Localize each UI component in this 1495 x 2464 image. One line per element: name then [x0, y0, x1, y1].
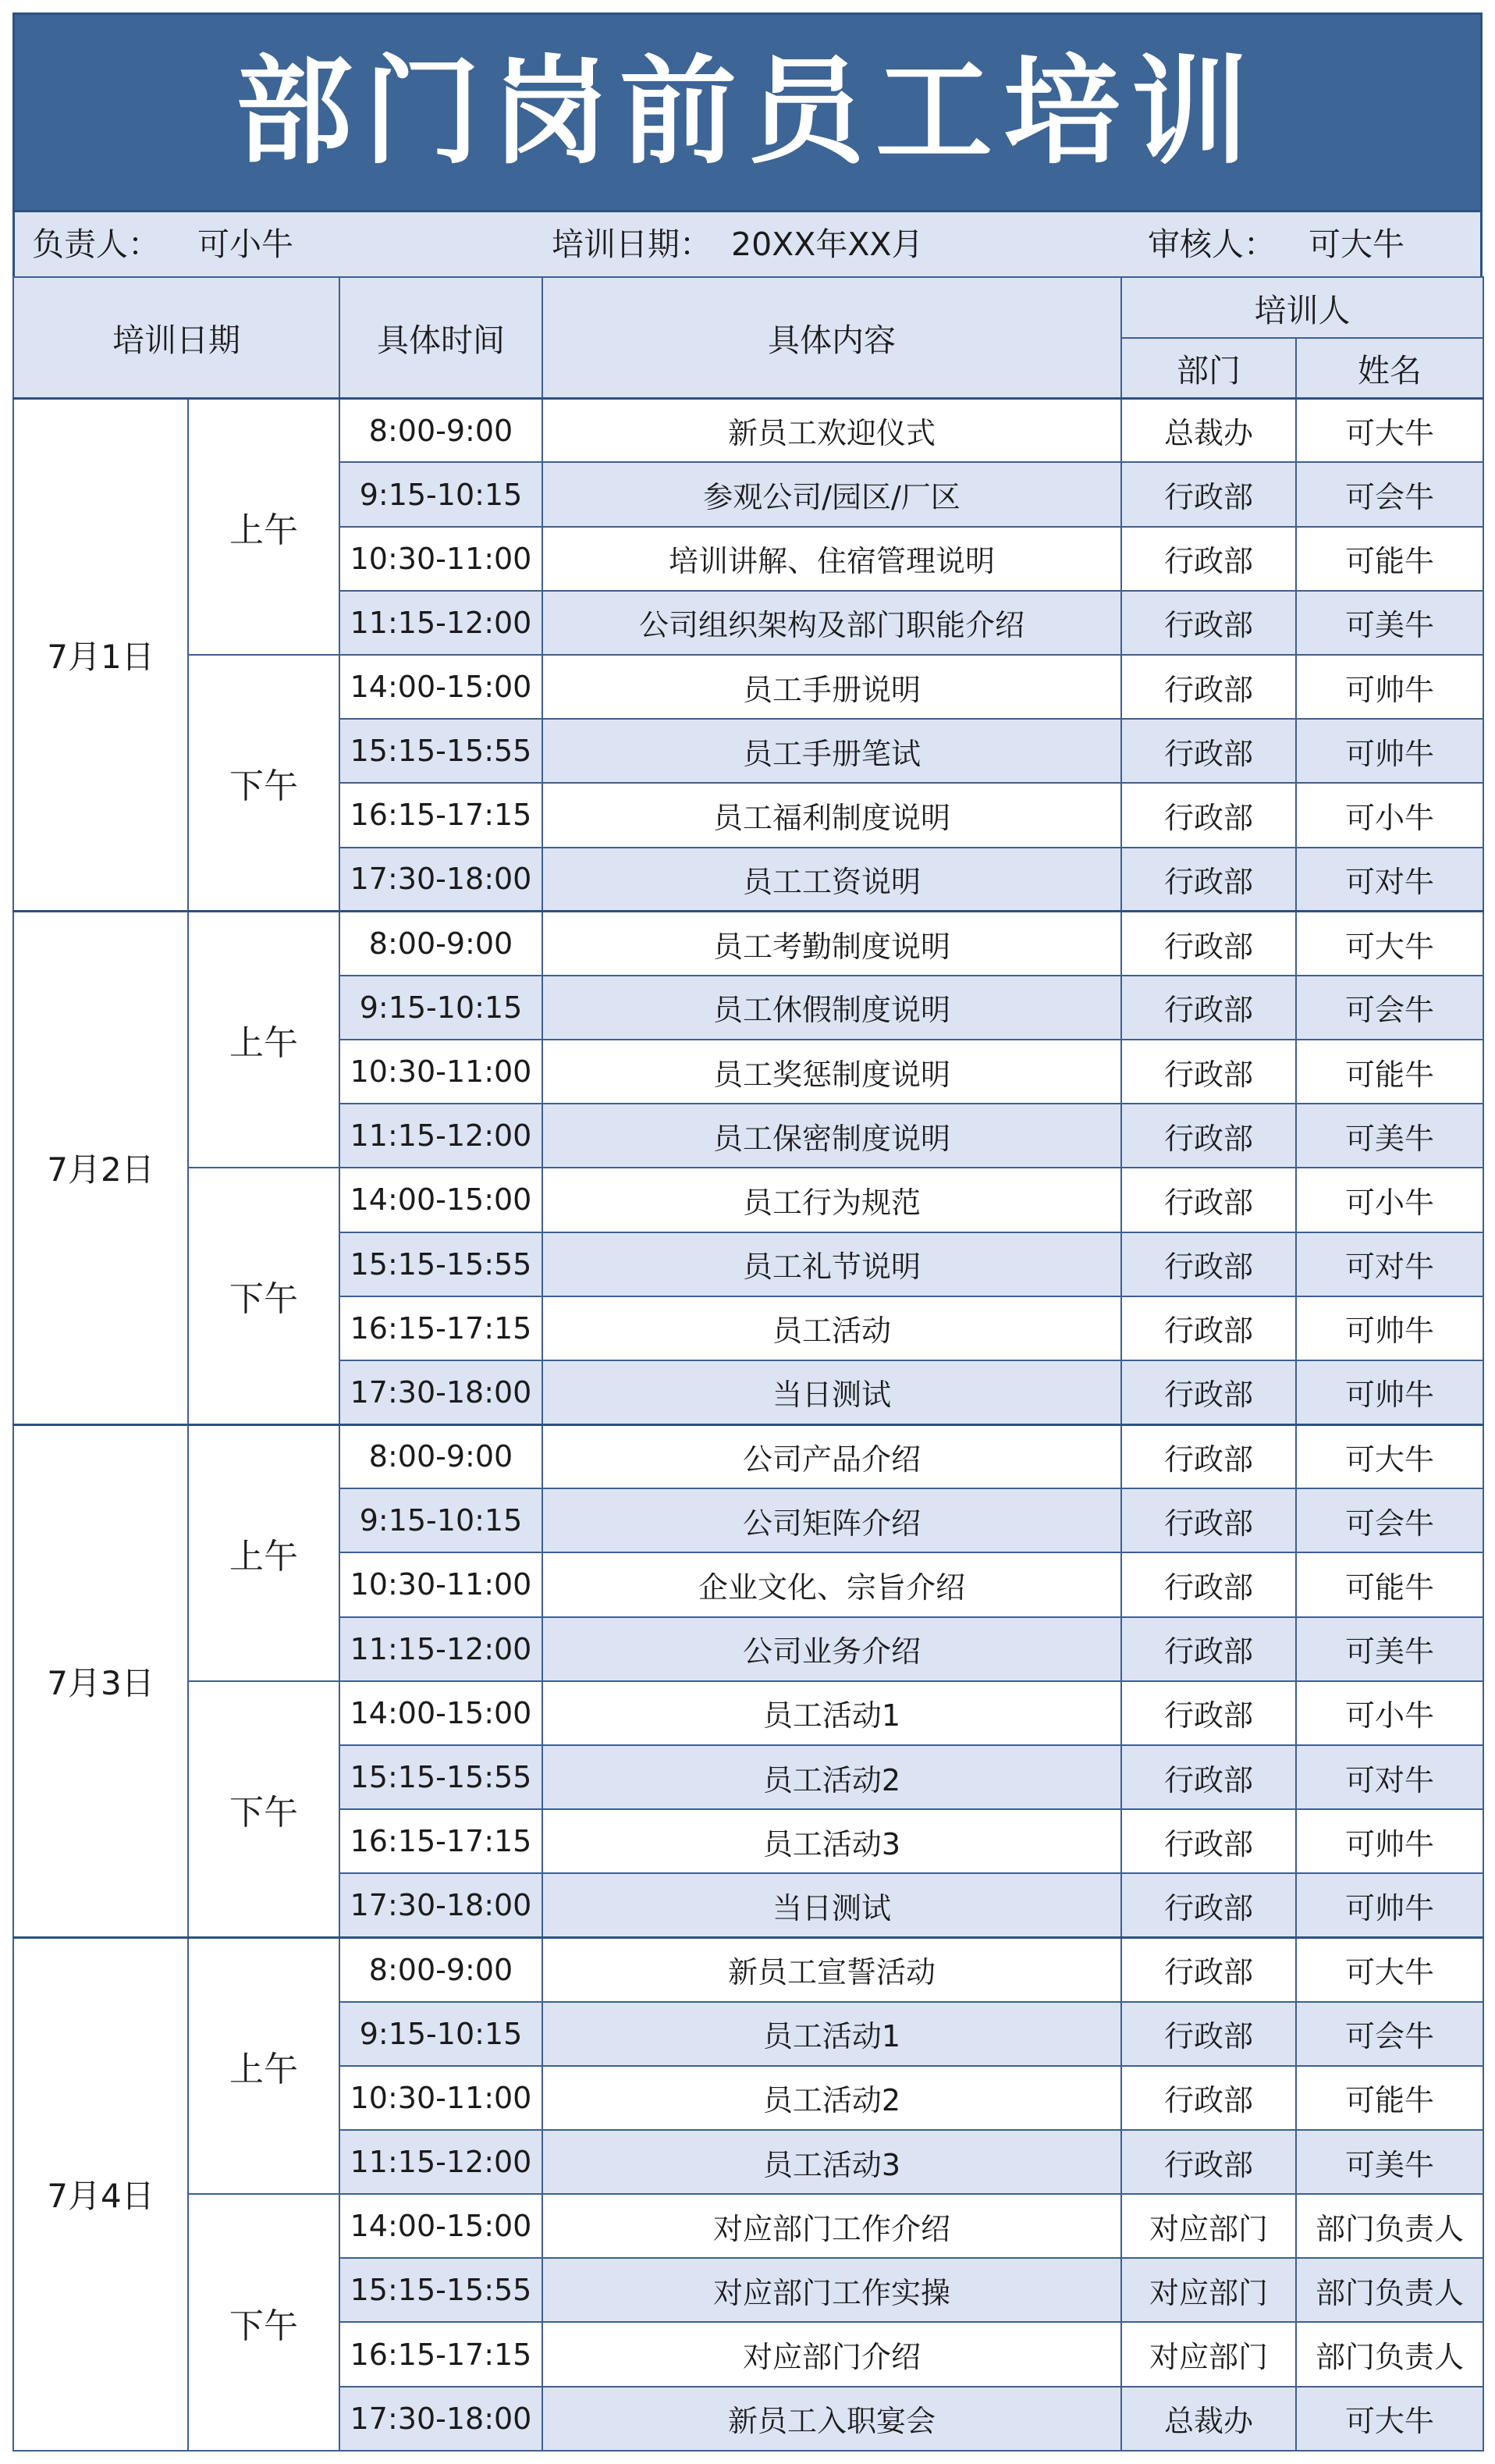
content-cell: 对应部门工作介绍 [542, 2194, 1121, 2258]
trainer-name-cell: 可帅牛 [1296, 719, 1483, 783]
title-banner [12, 12, 1483, 212]
trainer-name-cell: 可对牛 [1296, 848, 1483, 912]
department-cell: 行政部 [1121, 655, 1296, 719]
table-row [13, 1681, 1483, 1745]
content-cell: 员工保密制度说明 [542, 1104, 1121, 1168]
content-cell: 公司组织架构及部门职能介绍 [542, 591, 1121, 655]
schedule-table [12, 276, 1484, 2452]
time-cell: 16:15-17:15 [339, 1809, 542, 1873]
table-row [13, 1937, 1483, 2001]
trainer-name-cell: 可美牛 [1296, 2130, 1483, 2194]
department-cell: 行政部 [1121, 591, 1296, 655]
time-cell: 10:30-11:00 [339, 527, 542, 591]
trainer-name-cell: 可大牛 [1296, 2387, 1483, 2451]
department-cell: 行政部 [1121, 1424, 1296, 1488]
trainer-name-cell: 可帅牛 [1296, 1809, 1483, 1873]
trainer-name-cell: 可帅牛 [1296, 655, 1483, 719]
reviewer-name: 可大牛 [1309, 226, 1404, 263]
trainer-name-cell: 可会牛 [1296, 976, 1483, 1040]
header-department: 部门 [1121, 338, 1296, 398]
department-cell: 行政部 [1121, 976, 1296, 1040]
trainer-name-cell: 可大牛 [1296, 1424, 1483, 1488]
time-cell: 8:00-9:00 [339, 1424, 542, 1488]
header-trainer: 培训人 [1121, 277, 1483, 338]
content-cell: 员工活动1 [542, 2002, 1121, 2066]
table-row [13, 655, 1483, 719]
table-row [13, 398, 1483, 462]
time-cell: 15:15-15:55 [339, 1232, 542, 1296]
time-cell: 10:30-11:00 [339, 1040, 542, 1104]
department-cell: 行政部 [1121, 1681, 1296, 1745]
department-cell: 行政部 [1121, 2002, 1296, 2066]
period-cell: 上午 [188, 1937, 339, 2194]
time-cell: 16:15-17:15 [339, 783, 542, 847]
time-cell: 15:15-15:55 [339, 1745, 542, 1809]
header-time: 具体时间 [339, 277, 542, 398]
content-cell: 参观公司/园区/厂区 [542, 462, 1121, 526]
content-cell: 员工手册笔试 [542, 719, 1121, 783]
trainer-name-cell: 可大牛 [1296, 398, 1483, 462]
trainer-name-cell: 可大牛 [1296, 912, 1483, 976]
content-cell: 企业文化、宗旨介绍 [542, 1552, 1121, 1616]
day-date-cell: 7月2日 [13, 912, 188, 1424]
time-cell: 14:00-15:00 [339, 1681, 542, 1745]
training-date-label: 培训日期： [552, 226, 712, 263]
trainer-name-cell: 可对牛 [1296, 1232, 1483, 1296]
department-cell: 行政部 [1121, 1809, 1296, 1873]
time-cell: 9:15-10:15 [339, 462, 542, 526]
department-cell: 行政部 [1121, 2066, 1296, 2130]
training-date-value: 20XX年XX月 [731, 226, 924, 263]
time-cell: 8:00-9:00 [339, 398, 542, 462]
day-date-cell: 7月4日 [13, 1937, 188, 2451]
trainer-name-cell: 可帅牛 [1296, 1873, 1483, 1937]
trainer-name-cell: 可会牛 [1296, 2002, 1483, 2066]
time-cell: 17:30-18:00 [339, 1873, 542, 1937]
time-cell: 16:15-17:15 [339, 1296, 542, 1360]
time-cell: 8:00-9:00 [339, 912, 542, 976]
department-cell: 行政部 [1121, 1937, 1296, 2001]
period-cell: 下午 [188, 655, 339, 912]
content-cell: 员工活动 [542, 1296, 1121, 1360]
department-cell: 行政部 [1121, 848, 1296, 912]
department-cell: 行政部 [1121, 912, 1296, 976]
time-cell: 9:15-10:15 [339, 976, 542, 1040]
content-cell: 员工工资说明 [542, 848, 1121, 912]
trainer-name-cell: 可帅牛 [1296, 1360, 1483, 1424]
time-cell: 11:15-12:00 [339, 2130, 542, 2194]
content-cell: 对应部门介绍 [542, 2322, 1121, 2386]
trainer-name-cell: 可能牛 [1296, 527, 1483, 591]
content-cell: 新员工入职宴会 [542, 2387, 1121, 2451]
training-sheet [12, 12, 1483, 2452]
department-cell: 行政部 [1121, 1360, 1296, 1424]
department-cell: 行政部 [1121, 1873, 1296, 1937]
time-cell: 17:30-18:00 [339, 1360, 542, 1424]
content-cell: 对应部门工作实操 [542, 2258, 1121, 2322]
department-cell: 行政部 [1121, 1168, 1296, 1232]
department-cell: 对应部门 [1121, 2194, 1296, 2258]
time-cell: 14:00-15:00 [339, 2194, 542, 2258]
trainer-name-cell: 可小牛 [1296, 1681, 1483, 1745]
department-cell: 行政部 [1121, 462, 1296, 526]
content-cell: 当日测试 [542, 1873, 1121, 1937]
department-cell: 行政部 [1121, 1104, 1296, 1168]
time-cell: 9:15-10:15 [339, 1488, 542, 1552]
department-cell: 行政部 [1121, 1552, 1296, 1616]
content-cell: 员工礼节说明 [542, 1232, 1121, 1296]
period-cell: 下午 [188, 1681, 339, 1938]
trainer-name-cell: 可对牛 [1296, 1745, 1483, 1809]
content-cell: 新员工宣誓活动 [542, 1937, 1121, 2001]
period-cell: 上午 [188, 398, 339, 655]
time-cell: 14:00-15:00 [339, 655, 542, 719]
content-cell: 员工活动3 [542, 2130, 1121, 2194]
trainer-name-cell: 部门负责人 [1296, 2194, 1483, 2258]
header-content: 具体内容 [542, 277, 1121, 398]
content-cell: 当日测试 [542, 1360, 1121, 1424]
content-cell: 员工活动2 [542, 2066, 1121, 2130]
time-cell: 17:30-18:00 [339, 2387, 542, 2451]
time-cell: 11:15-12:00 [339, 1617, 542, 1681]
trainer-name-cell: 可小牛 [1296, 1168, 1483, 1232]
day-date-cell: 7月1日 [13, 398, 188, 911]
trainer-name-cell: 可能牛 [1296, 1040, 1483, 1104]
content-cell: 员工活动1 [542, 1681, 1121, 1745]
department-cell: 行政部 [1121, 1488, 1296, 1552]
department-cell: 行政部 [1121, 1745, 1296, 1809]
trainer-name-cell: 可美牛 [1296, 1617, 1483, 1681]
reviewer-label: 审核人： [1148, 226, 1276, 263]
time-cell: 9:15-10:15 [339, 2002, 542, 2066]
content-cell: 员工福利制度说明 [542, 783, 1121, 847]
table-row [13, 912, 1483, 976]
content-cell: 员工考勤制度说明 [542, 912, 1121, 976]
department-cell: 行政部 [1121, 1617, 1296, 1681]
period-cell: 下午 [188, 2194, 339, 2451]
content-cell: 公司业务介绍 [542, 1617, 1121, 1681]
time-cell: 15:15-15:55 [339, 2258, 542, 2322]
table-row [13, 2194, 1483, 2258]
department-cell: 行政部 [1121, 1232, 1296, 1296]
period-cell: 上午 [188, 1424, 339, 1681]
time-cell: 14:00-15:00 [339, 1168, 542, 1232]
header-date: 培训日期 [13, 277, 339, 398]
table-row [13, 1168, 1483, 1232]
trainer-name-cell: 可能牛 [1296, 2066, 1483, 2130]
department-cell: 对应部门 [1121, 2322, 1296, 2386]
time-cell: 10:30-11:00 [339, 2066, 542, 2130]
trainer-name-cell: 可帅牛 [1296, 1296, 1483, 1360]
header-row [13, 277, 1483, 338]
trainer-name-cell: 可能牛 [1296, 1552, 1483, 1616]
trainer-name-cell: 可大牛 [1296, 1937, 1483, 2001]
department-cell: 对应部门 [1121, 2258, 1296, 2322]
header-name: 姓名 [1296, 338, 1483, 398]
table-row [13, 1424, 1483, 1488]
trainer-name-cell: 可美牛 [1296, 1104, 1483, 1168]
time-cell: 16:15-17:15 [339, 2322, 542, 2386]
responsible-label: 负责人： [32, 226, 160, 263]
trainer-name-cell: 可美牛 [1296, 591, 1483, 655]
content-cell: 员工休假制度说明 [542, 976, 1121, 1040]
period-cell: 下午 [188, 1168, 339, 1424]
content-cell: 员工手册说明 [542, 655, 1121, 719]
content-cell: 员工奖惩制度说明 [542, 1040, 1121, 1104]
department-cell: 总裁办 [1121, 398, 1296, 462]
trainer-name-cell: 可会牛 [1296, 1488, 1483, 1552]
department-cell: 行政部 [1121, 2130, 1296, 2194]
content-cell: 员工行为规范 [542, 1168, 1121, 1232]
department-cell: 行政部 [1121, 1040, 1296, 1104]
trainer-name-cell: 部门负责人 [1296, 2258, 1483, 2322]
content-cell: 新员工欢迎仪式 [542, 398, 1121, 462]
department-cell: 总裁办 [1121, 2387, 1296, 2451]
trainer-name-cell: 可小牛 [1296, 783, 1483, 847]
content-cell: 公司矩阵介绍 [542, 1488, 1121, 1552]
info-bar [12, 212, 1483, 276]
content-cell: 公司产品介绍 [542, 1424, 1121, 1488]
content-cell: 员工活动3 [542, 1809, 1121, 1873]
trainer-name-cell: 可会牛 [1296, 462, 1483, 526]
department-cell: 行政部 [1121, 719, 1296, 783]
time-cell: 15:15-15:55 [339, 719, 542, 783]
page-title: 部门岗前员工培训 [235, 44, 1259, 180]
department-cell: 行政部 [1121, 783, 1296, 847]
time-cell: 11:15-12:00 [339, 591, 542, 655]
day-date-cell: 7月3日 [13, 1424, 188, 1937]
department-cell: 行政部 [1121, 527, 1296, 591]
time-cell: 11:15-12:00 [339, 1104, 542, 1168]
content-cell: 培训讲解、住宿管理说明 [542, 527, 1121, 591]
content-cell: 员工活动2 [542, 1745, 1121, 1809]
time-cell: 8:00-9:00 [339, 1937, 542, 2001]
time-cell: 17:30-18:00 [339, 848, 542, 912]
period-cell: 上午 [188, 912, 339, 1168]
responsible-name: 可小牛 [197, 226, 293, 263]
department-cell: 行政部 [1121, 1296, 1296, 1360]
time-cell: 10:30-11:00 [339, 1552, 542, 1616]
trainer-name-cell: 部门负责人 [1296, 2322, 1483, 2386]
